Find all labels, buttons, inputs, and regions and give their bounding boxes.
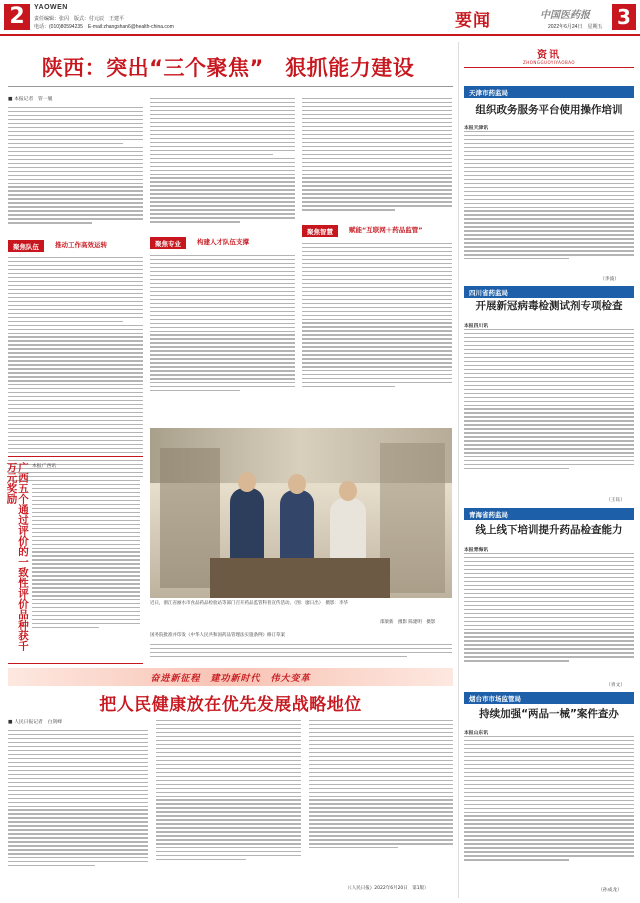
item-3-text [464,550,634,680]
region-tag-2: 四川省药监局 [464,286,634,298]
page-number-box [4,4,30,30]
item-2-headline: 开展新冠病毒检测试剂专项检查 [475,300,623,312]
headline-2: 把人民健康放在优先发展战略地位 [99,695,362,715]
item-4-byline: 本报山东讯 [464,731,488,736]
issue-date: 2022年6月24日 星期五 [548,24,603,30]
item-2-byline: 本报四川讯 [464,324,488,329]
subhead-3-text: 赋能“互联网＋药品监管” [349,226,423,234]
item-2-text [464,326,634,494]
vertical-story-text [32,469,140,659]
region-tag-1: 天津市药监局 [464,86,634,98]
photo-caption: 近日，浙江省丽水市食品药品检验站等部门召开药品监管科普宣传活动。（图：廖日出） 摄影：李华 [150,601,348,606]
news-photo [150,428,452,598]
section-title: 要闻 [455,11,491,31]
item-1-byline: 本报天津讯 [464,126,488,131]
item-2-tag: （王钰） [606,498,626,503]
article-column-1 [8,104,143,232]
article-column-2b [150,252,295,422]
subhead-3-label: 聚焦智慧 [302,225,338,237]
item-1-headline: 组织政务服务平台使用操作培训 [475,104,623,116]
main-headline: 陕西：突出“三个聚焦” 狠抓能力建设 [41,56,415,80]
item-1-tag: （李波） [600,277,620,282]
subhead-1-text: 推动工作高效运转 [55,241,107,249]
slogan-text: 奋进新征程 建功新时代 伟大变革 [150,674,311,684]
vertical-byline: 本报广西讯 [32,464,56,469]
article-2-col-2 [156,717,301,897]
vertical-headline: 广西五个通过评价的一致性评价品种获千万元奖励 [5,462,29,651]
article-2-col-1 [8,727,148,897]
article-column-2 [150,95,295,230]
news-label-rule [464,67,634,68]
article-2-col-3 [309,717,453,882]
page-divider [458,42,459,898]
editors-line: 责任编辑：张闪 版式：付元辰 王建平 [34,16,125,22]
photo-credit: 邵梁新 摄影 陈建明 摄影 [380,620,436,625]
item-1-text [464,128,634,276]
page-number: 2 [9,4,25,29]
photo-caption-2: 国务院批准并印发《中华人民共和国药品管理法实施条例》修订草案 [150,633,285,638]
byline-2: ■ 人民日报记者 白剑峰 [8,720,63,725]
source-note: （《人民日报》2022年6月20日 第1版） [345,886,429,891]
article-column-3b [302,240,452,422]
subhead-1-label: 聚焦队伍 [8,240,44,252]
masthead: 中国医药报 [540,10,590,21]
item-3-headline: 线上线下培训提升药品检查能力 [475,524,623,536]
contact-line: 电话：(010)80594235 E-mail:zhangshan6@health-china.com [34,24,174,30]
subhead-2-text: 构建人才队伍支撑 [197,238,249,246]
news-label-en: ZHONGGUOYIYAOBAO [522,60,576,65]
item-3-tag: （青文） [606,683,626,688]
photo-side-text [150,641,452,663]
region-tag-4: 烟台市市场监管局 [464,692,634,704]
item-3-byline: 本报青海讯 [464,548,488,553]
header-rule [0,34,640,36]
section-en: YAOWEN [34,4,68,11]
headline-rule [8,86,453,87]
byline-1: ■ 本报记者 管一履 [8,97,53,102]
item-4-tag: （孙成龙） [598,888,622,893]
region-tag-3: 青海省药监局 [464,508,634,520]
article-column-1b [8,254,143,454]
right-page-number: 3 [612,4,636,30]
subhead-2-label: 聚焦专业 [150,237,186,249]
article-column-3 [302,95,452,220]
item-4-text [464,733,634,883]
news-label: 资讯 [537,50,561,61]
item-4-headline: 持续加强“两品一械”案件查办 [479,708,619,720]
